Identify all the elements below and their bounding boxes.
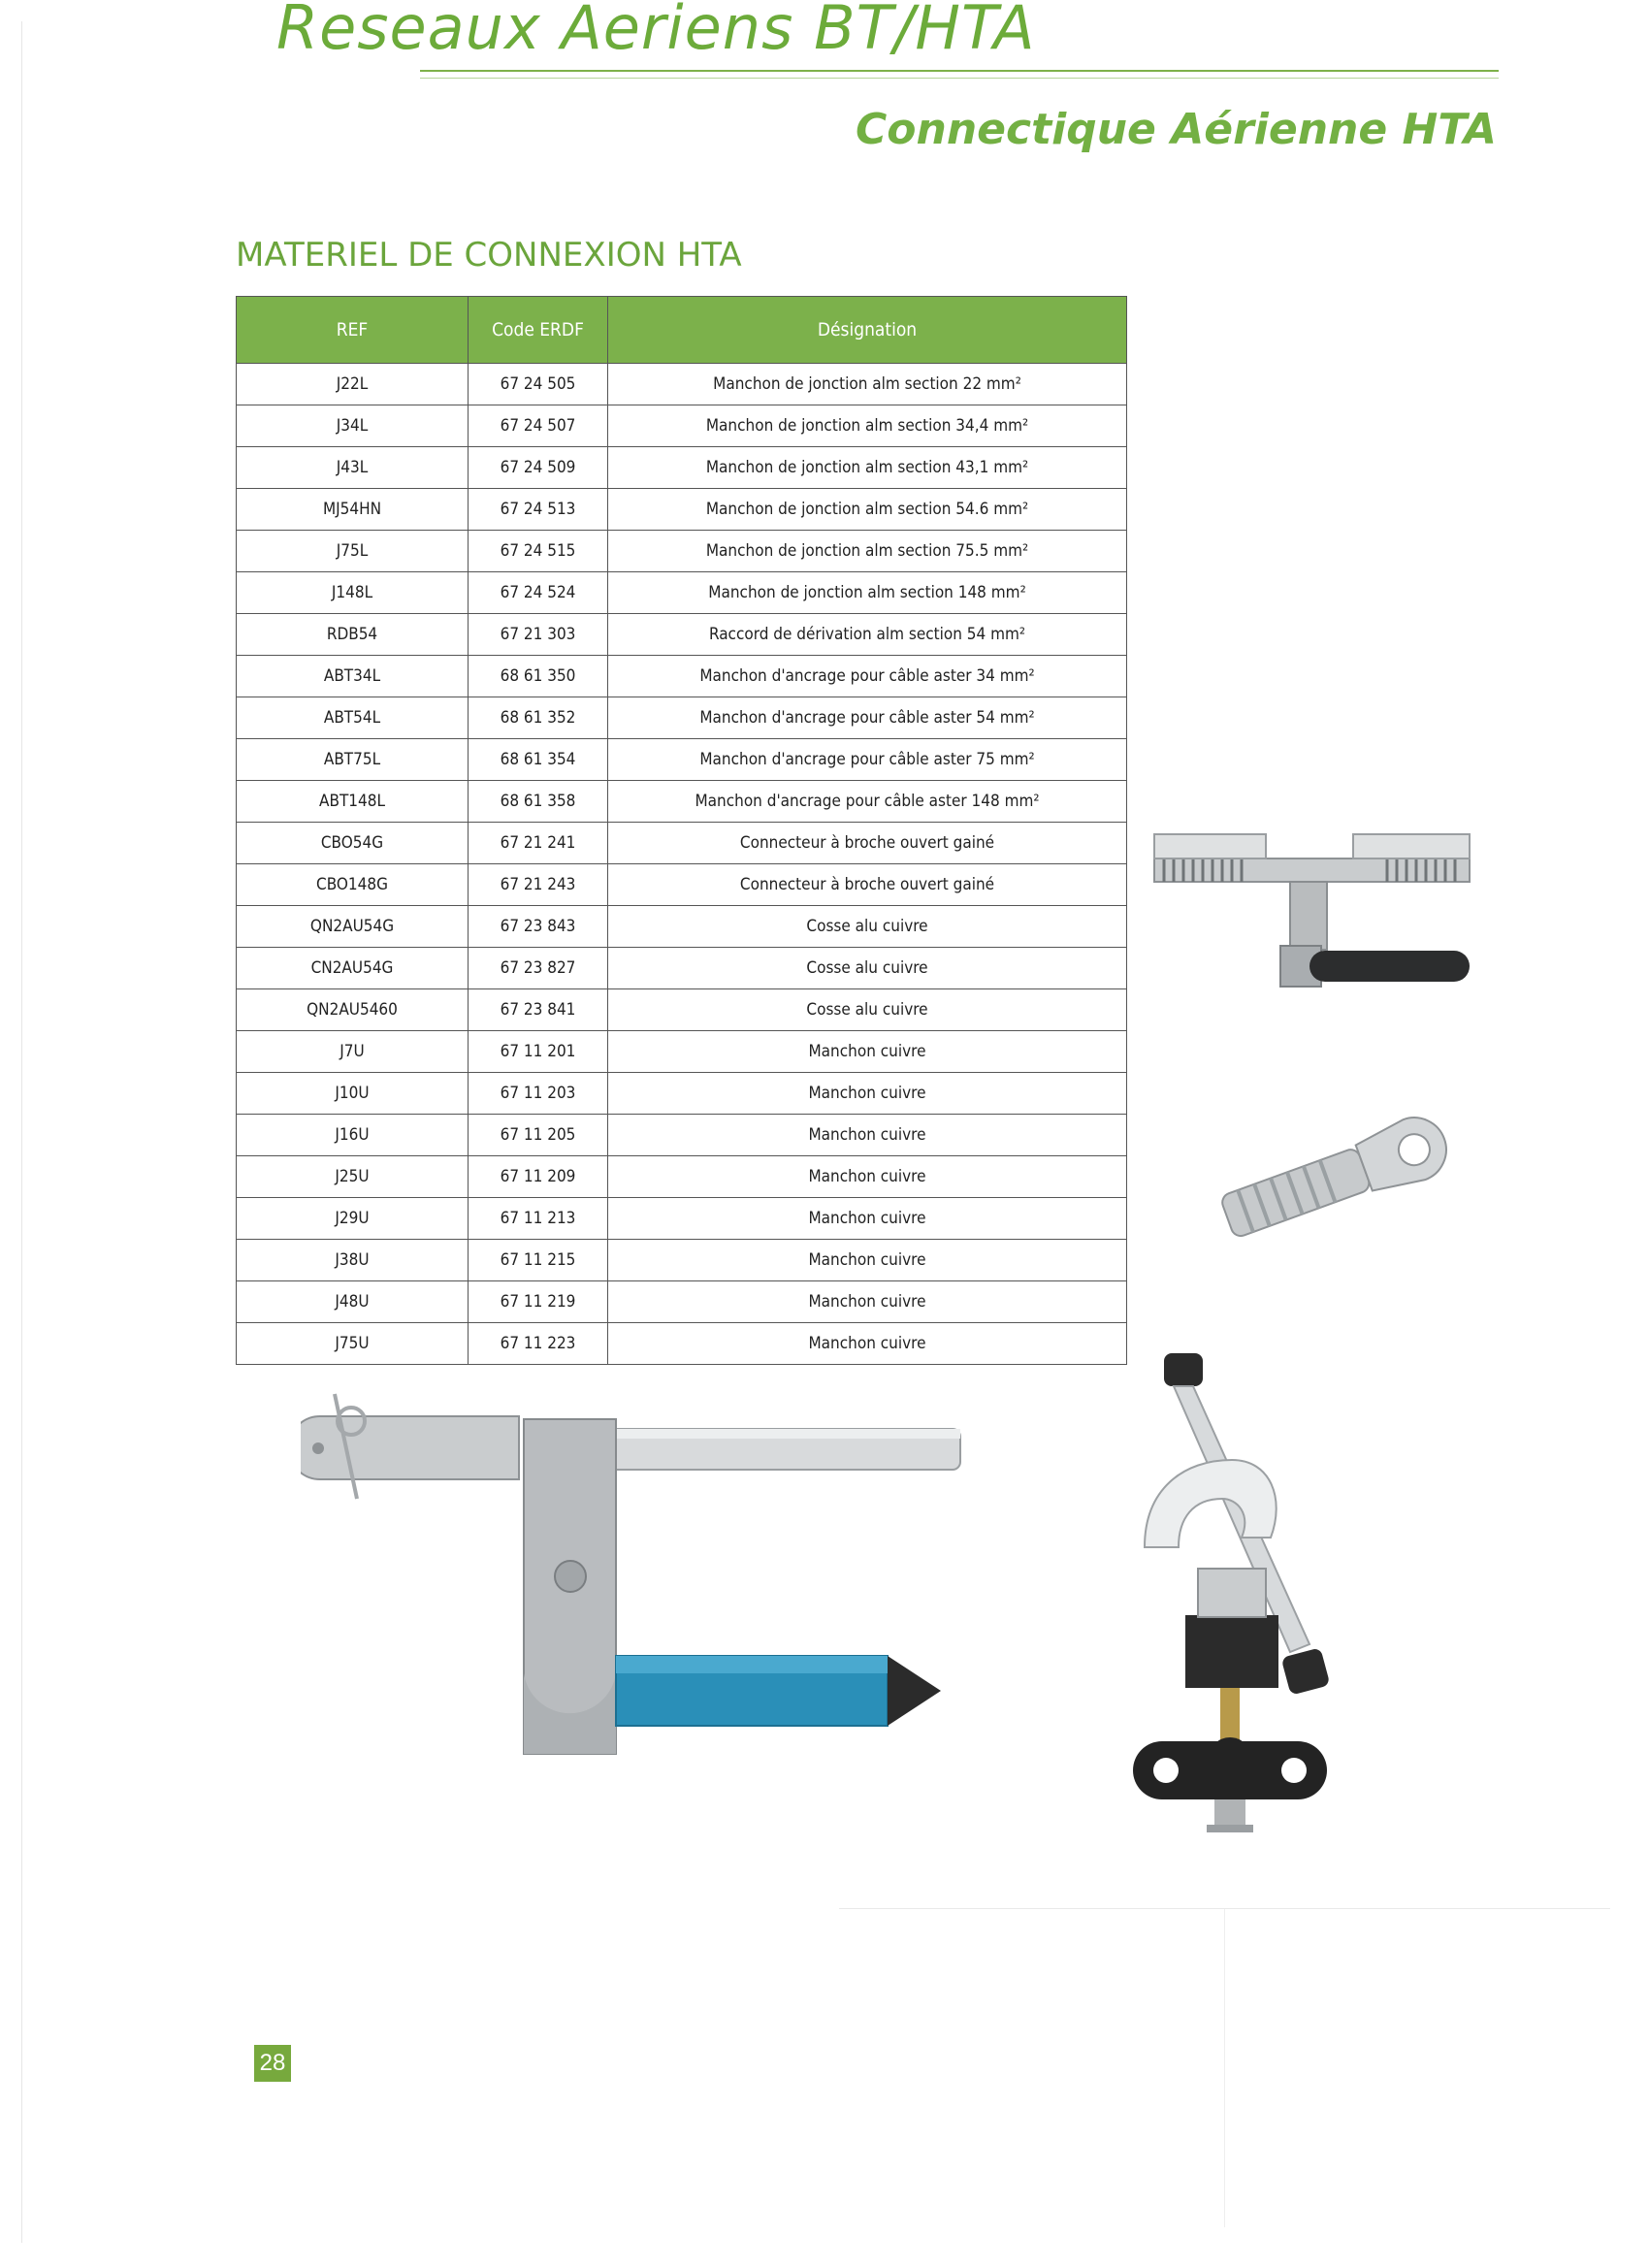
section-title: MATERIEL DE CONNEXION HTA bbox=[236, 236, 742, 275]
cell-code-erdf: 67 24 507 bbox=[469, 405, 608, 447]
cell-ref: J43L bbox=[237, 447, 469, 489]
cell-code-erdf: 67 11 215 bbox=[469, 1240, 608, 1281]
table-row bbox=[237, 531, 1127, 572]
cell-ref: J7U bbox=[237, 1031, 469, 1073]
cable-lug-photo bbox=[1208, 1096, 1470, 1242]
cell-code-erdf: 67 24 505 bbox=[469, 364, 608, 405]
cell-designation: Manchon de jonction alm section 54.6 mm² bbox=[608, 489, 1127, 531]
cell-designation: Manchon de jonction alm section 43,1 mm² bbox=[608, 447, 1127, 489]
cell-code-erdf: 67 11 223 bbox=[469, 1323, 608, 1365]
table-row bbox=[237, 781, 1127, 823]
cell-ref: J75L bbox=[237, 531, 469, 572]
cell-designation: Manchon d'ancrage pour câble aster 34 mm² bbox=[608, 656, 1127, 697]
cell-designation: Manchon de jonction alm section 148 mm² bbox=[608, 572, 1127, 614]
cell-ref: CBO54G bbox=[237, 823, 469, 864]
cell-designation: Manchon d'ancrage pour câble aster 148 mm² bbox=[608, 781, 1127, 823]
cell-ref: J10U bbox=[237, 1073, 469, 1115]
cell-ref: ABT34L bbox=[237, 656, 469, 697]
anchoring-clamp-photo bbox=[301, 1382, 970, 1790]
cell-code-erdf: 67 24 524 bbox=[469, 572, 608, 614]
cell-ref: ABT75L bbox=[237, 739, 469, 781]
cell-designation: Manchon d'ancrage pour câble aster 54 mm² bbox=[608, 697, 1127, 739]
table-row bbox=[237, 447, 1127, 489]
cell-code-erdf: 67 11 203 bbox=[469, 1073, 608, 1115]
broach-connector-photo bbox=[1145, 820, 1484, 999]
cell-ref: J148L bbox=[237, 572, 469, 614]
cell-ref: RDB54 bbox=[237, 614, 469, 656]
table-row bbox=[237, 1323, 1127, 1365]
cell-code-erdf: 67 23 827 bbox=[469, 948, 608, 989]
cell-designation: Manchon de jonction alm section 75.5 mm² bbox=[608, 531, 1127, 572]
cell-designation: Manchon cuivre bbox=[608, 1115, 1127, 1156]
cell-ref: J48U bbox=[237, 1281, 469, 1323]
table-row bbox=[237, 489, 1127, 531]
table-row bbox=[237, 1031, 1127, 1073]
table-header-row bbox=[237, 297, 1127, 364]
cell-designation: Manchon d'ancrage pour câble aster 75 mm² bbox=[608, 739, 1127, 781]
cell-code-erdf: 67 11 219 bbox=[469, 1281, 608, 1323]
table-row bbox=[237, 364, 1127, 405]
table-row bbox=[237, 405, 1127, 447]
cell-ref: ABT148L bbox=[237, 781, 469, 823]
cell-designation: Connecteur à broche ouvert gainé bbox=[608, 864, 1127, 906]
cell-code-erdf: 67 24 515 bbox=[469, 531, 608, 572]
cell-designation: Manchon cuivre bbox=[608, 1156, 1127, 1198]
header-subtitle: Connectique Aérienne HTA bbox=[856, 105, 1497, 154]
footer-divider bbox=[1224, 1909, 1225, 2227]
table-row bbox=[237, 1115, 1127, 1156]
cell-designation: Manchon de jonction alm section 34,4 mm² bbox=[608, 405, 1127, 447]
cell-designation: Manchon cuivre bbox=[608, 1240, 1127, 1281]
cell-ref: CN2AU54G bbox=[237, 948, 469, 989]
cell-designation: Cosse alu cuivre bbox=[608, 906, 1127, 948]
cell-ref: MJ54HN bbox=[237, 489, 469, 531]
header-rule-thin bbox=[420, 78, 1499, 79]
cell-designation: Manchon de jonction alm section 22 mm² bbox=[608, 364, 1127, 405]
cell-ref: QN2AU54G bbox=[237, 906, 469, 948]
cell-code-erdf: 67 21 243 bbox=[469, 864, 608, 906]
cell-code-erdf: 67 23 843 bbox=[469, 906, 608, 948]
table-row bbox=[237, 823, 1127, 864]
cell-code-erdf: 68 61 352 bbox=[469, 697, 608, 739]
footer-panel bbox=[839, 1908, 1610, 2227]
table-row bbox=[237, 697, 1127, 739]
cell-designation: Raccord de dérivation alm section 54 mm² bbox=[608, 614, 1127, 656]
cell-code-erdf: 67 23 841 bbox=[469, 989, 608, 1031]
insulated-connector-photo bbox=[1125, 1344, 1358, 1877]
cell-code-erdf: 67 11 209 bbox=[469, 1156, 608, 1198]
cell-designation: Manchon cuivre bbox=[608, 1031, 1127, 1073]
cell-code-erdf: 67 24 509 bbox=[469, 447, 608, 489]
cell-designation: Manchon cuivre bbox=[608, 1073, 1127, 1115]
cell-code-erdf: 68 61 358 bbox=[469, 781, 608, 823]
table-row bbox=[237, 948, 1127, 989]
cell-designation: Manchon cuivre bbox=[608, 1281, 1127, 1323]
cell-designation: Manchon cuivre bbox=[608, 1323, 1127, 1365]
cell-designation: Manchon cuivre bbox=[608, 1198, 1127, 1240]
cell-ref: J22L bbox=[237, 364, 469, 405]
table-row bbox=[237, 906, 1127, 948]
table-row bbox=[237, 739, 1127, 781]
cell-designation: Cosse alu cuivre bbox=[608, 989, 1127, 1031]
table-row bbox=[237, 1198, 1127, 1240]
page-number: 28 bbox=[254, 2045, 291, 2082]
cell-ref: J75U bbox=[237, 1323, 469, 1365]
cell-ref: ABT54L bbox=[237, 697, 469, 739]
cell-ref: J25U bbox=[237, 1156, 469, 1198]
table-row bbox=[237, 1073, 1127, 1115]
table-row bbox=[237, 614, 1127, 656]
product-table bbox=[236, 296, 1127, 1365]
cell-code-erdf: 68 61 350 bbox=[469, 656, 608, 697]
column-header-ref: REF bbox=[237, 297, 469, 364]
cell-ref: CBO148G bbox=[237, 864, 469, 906]
cell-code-erdf: 67 11 201 bbox=[469, 1031, 608, 1073]
table-row bbox=[237, 656, 1127, 697]
cell-code-erdf: 67 24 513 bbox=[469, 489, 608, 531]
cell-code-erdf: 67 11 205 bbox=[469, 1115, 608, 1156]
cell-code-erdf: 67 21 303 bbox=[469, 614, 608, 656]
table-row bbox=[237, 1156, 1127, 1198]
table-row bbox=[237, 572, 1127, 614]
cell-ref: J34L bbox=[237, 405, 469, 447]
cell-code-erdf: 67 11 213 bbox=[469, 1198, 608, 1240]
column-header-code: Code ERDF bbox=[469, 297, 608, 364]
table-row bbox=[237, 989, 1127, 1031]
cell-code-erdf: 67 21 241 bbox=[469, 823, 608, 864]
cell-ref: J29U bbox=[237, 1198, 469, 1240]
cell-ref: QN2AU5460 bbox=[237, 989, 469, 1031]
table-row bbox=[237, 864, 1127, 906]
header-title: Reseaux Aeriens BT/HTA bbox=[276, 0, 1036, 63]
cell-ref: J38U bbox=[237, 1240, 469, 1281]
cell-ref: J16U bbox=[237, 1115, 469, 1156]
cell-code-erdf: 68 61 354 bbox=[469, 739, 608, 781]
cell-designation: Connecteur à broche ouvert gainé bbox=[608, 823, 1127, 864]
table-body bbox=[237, 364, 1127, 1365]
column-header-designation: Désignation bbox=[608, 297, 1127, 364]
table-row bbox=[237, 1240, 1127, 1281]
header-rule bbox=[420, 70, 1499, 72]
table-row bbox=[237, 1281, 1127, 1323]
cell-designation: Cosse alu cuivre bbox=[608, 948, 1127, 989]
